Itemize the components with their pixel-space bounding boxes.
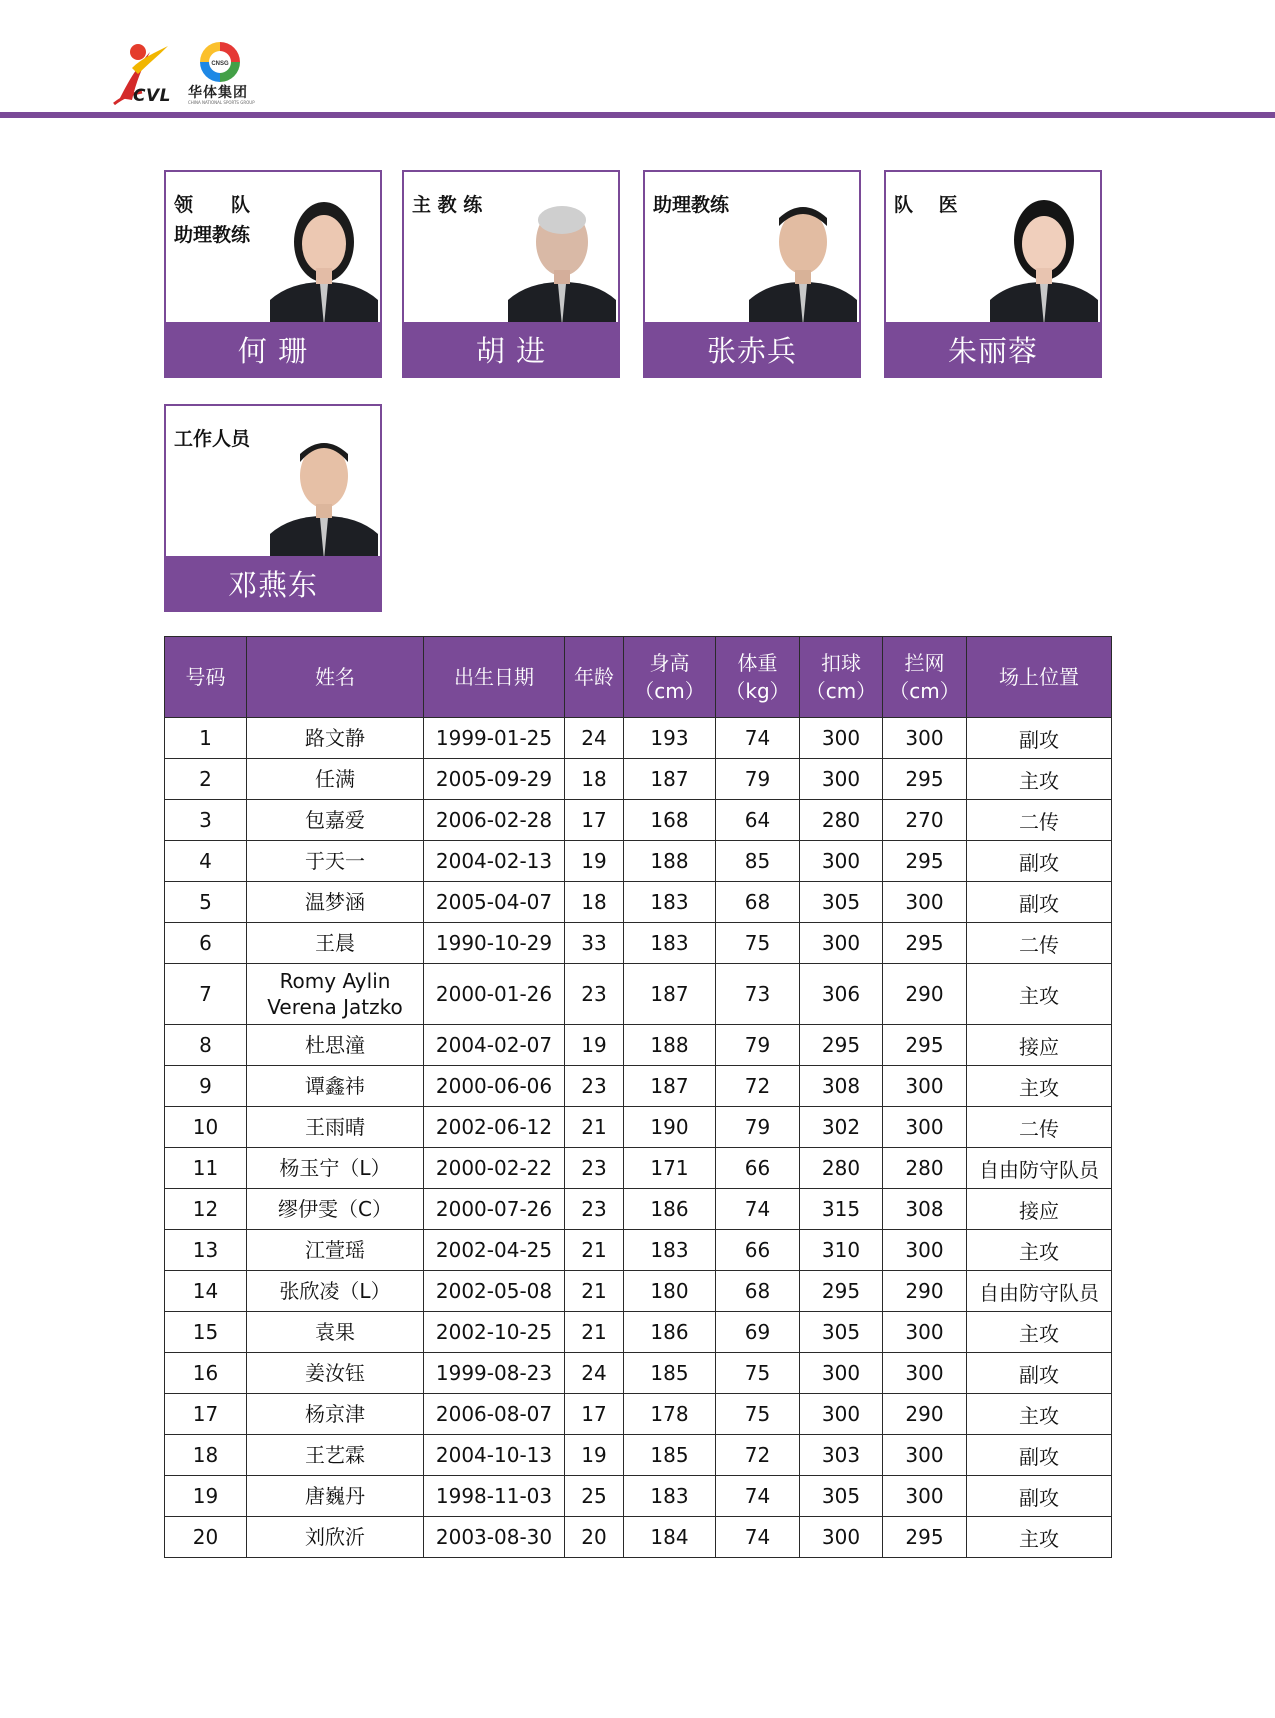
table-cell: 75 [716, 923, 800, 964]
column-header: 年龄 [565, 637, 624, 718]
column-header: 身高 （cm） [624, 637, 716, 718]
table-cell: 310 [800, 1230, 883, 1271]
table-cell: 280 [800, 800, 883, 841]
table-row [165, 1394, 1112, 1435]
table-cell: 2000-01-26 [424, 964, 565, 1025]
table-cell: 15 [165, 1312, 247, 1353]
table-cell: 171 [624, 1148, 716, 1189]
table-cell: 副攻 [967, 841, 1112, 882]
table-cell: 33 [565, 923, 624, 964]
table-cell: 300 [800, 1394, 883, 1435]
table-cell: 2004-10-13 [424, 1435, 565, 1476]
table-cell: 300 [800, 1353, 883, 1394]
table-cell: 主攻 [967, 1230, 1112, 1271]
table-cell: 302 [800, 1107, 883, 1148]
column-header: 号码 [165, 637, 247, 718]
table-cell: 副攻 [967, 882, 1112, 923]
column-header: 场上位置 [967, 637, 1112, 718]
column-header: 拦网 （cm） [883, 637, 967, 718]
table-cell: 2002-10-25 [424, 1312, 565, 1353]
table-row [165, 1312, 1112, 1353]
table-cell: 20 [165, 1517, 247, 1558]
table-cell: 85 [716, 841, 800, 882]
table-cell: 295 [883, 923, 967, 964]
table-cell: 300 [800, 759, 883, 800]
table-cell: 66 [716, 1148, 800, 1189]
table-row [165, 1476, 1112, 1517]
table-cell: 自由防守队员 [967, 1148, 1112, 1189]
table-cell: 72 [716, 1435, 800, 1476]
table-row [165, 841, 1112, 882]
table-cell: 300 [883, 1107, 967, 1148]
table-cell: 2002-04-25 [424, 1230, 565, 1271]
table-cell: 183 [624, 1230, 716, 1271]
column-header: 姓名 [247, 637, 424, 718]
table-cell: 主攻 [967, 964, 1112, 1025]
table-cell: 13 [165, 1230, 247, 1271]
table-cell: 23 [565, 964, 624, 1025]
table-cell: 19 [565, 841, 624, 882]
cnsg-logo-mark: CNSG [211, 61, 229, 67]
table-cell: 9 [165, 1066, 247, 1107]
table-cell: 2004-02-13 [424, 841, 565, 882]
table-cell: 1999-08-23 [424, 1353, 565, 1394]
table-cell: 68 [716, 1271, 800, 1312]
table-row [165, 882, 1112, 923]
table-cell: 2005-04-07 [424, 882, 565, 923]
table-cell: 4 [165, 841, 247, 882]
table-cell: 17 [165, 1394, 247, 1435]
table-cell: 185 [624, 1435, 716, 1476]
table-cell: 180 [624, 1271, 716, 1312]
staff-name: 张赤兵 [645, 322, 859, 376]
table-cell: 自由防守队员 [967, 1271, 1112, 1312]
table-cell: 接应 [967, 1189, 1112, 1230]
column-header: 扣球 （cm） [800, 637, 883, 718]
table-cell: 300 [883, 1312, 967, 1353]
table-row [165, 1353, 1112, 1394]
table-cell: 2000-02-22 [424, 1148, 565, 1189]
staff-photo [508, 182, 616, 326]
table-cell: 谭鑫祎 [247, 1066, 424, 1107]
staff-photo [270, 182, 378, 326]
table-cell: 75 [716, 1394, 800, 1435]
table-cell: 18 [165, 1435, 247, 1476]
table-cell: 2006-02-28 [424, 800, 565, 841]
table-cell: 74 [716, 718, 800, 759]
table-cell: 73 [716, 964, 800, 1025]
staff-photo [990, 182, 1098, 326]
table-cell: 187 [624, 1066, 716, 1107]
table-cell: 300 [800, 841, 883, 882]
staff-photo [749, 182, 857, 326]
table-cell: 张欣凌（L） [247, 1271, 424, 1312]
table-cell: 290 [883, 964, 967, 1025]
table-cell: 16 [165, 1353, 247, 1394]
table-cell: 主攻 [967, 1312, 1112, 1353]
table-cell: 64 [716, 800, 800, 841]
table-cell: 2 [165, 759, 247, 800]
table-row [165, 1189, 1112, 1230]
cvl-logo-text: CVL [133, 86, 171, 106]
table-cell: 300 [883, 718, 967, 759]
table-cell: 路文静 [247, 718, 424, 759]
table-cell: 21 [565, 1107, 624, 1148]
table-cell: 姜汝钰 [247, 1353, 424, 1394]
table-cell: 杜思潼 [247, 1025, 424, 1066]
table-cell: 79 [716, 1025, 800, 1066]
table-cell: 190 [624, 1107, 716, 1148]
table-cell: 3 [165, 800, 247, 841]
staff-name: 胡 进 [404, 322, 618, 376]
table-cell: 王晨 [247, 923, 424, 964]
table-cell: 300 [883, 1230, 967, 1271]
table-cell: 接应 [967, 1025, 1112, 1066]
table-cell: 19 [565, 1435, 624, 1476]
table-cell: 68 [716, 882, 800, 923]
table-cell: 188 [624, 841, 716, 882]
table-cell: 2002-06-12 [424, 1107, 565, 1148]
table-cell: 1 [165, 718, 247, 759]
table-cell: 72 [716, 1066, 800, 1107]
table-cell: 2003-08-30 [424, 1517, 565, 1558]
table-cell: 11 [165, 1148, 247, 1189]
table-cell: 17 [565, 800, 624, 841]
table-cell: 303 [800, 1435, 883, 1476]
table-cell: 183 [624, 882, 716, 923]
table-cell: 295 [883, 1025, 967, 1066]
table-cell: 186 [624, 1189, 716, 1230]
table-cell: 刘欣沂 [247, 1517, 424, 1558]
table-cell: 21 [565, 1271, 624, 1312]
column-header: 体重 （kg） [716, 637, 800, 718]
table-cell: 300 [883, 1353, 967, 1394]
table-cell: 74 [716, 1189, 800, 1230]
table-header-row [165, 637, 1112, 718]
staff-card [164, 404, 382, 612]
table-cell: 308 [883, 1189, 967, 1230]
table-cell: 21 [565, 1230, 624, 1271]
table-cell: 18 [565, 882, 624, 923]
table-cell: 杨玉宁（L） [247, 1148, 424, 1189]
table-cell: 14 [165, 1271, 247, 1312]
table-cell: 23 [565, 1066, 624, 1107]
table-cell: 1990-10-29 [424, 923, 565, 964]
table-cell: 300 [883, 1435, 967, 1476]
table-cell: 308 [800, 1066, 883, 1107]
column-header: 出生日期 [424, 637, 565, 718]
table-cell: 唐巍丹 [247, 1476, 424, 1517]
table-row [165, 1148, 1112, 1189]
table-cell: 280 [800, 1148, 883, 1189]
table-cell: 69 [716, 1312, 800, 1353]
staff-card [402, 170, 620, 378]
table-cell: 温梦涵 [247, 882, 424, 923]
table-cell: 305 [800, 882, 883, 923]
table-cell: 315 [800, 1189, 883, 1230]
table-cell: 280 [883, 1148, 967, 1189]
staff-role: 助理教练 [653, 194, 730, 216]
table-row [165, 800, 1112, 841]
table-cell: 300 [800, 718, 883, 759]
staff-role: 主 教 练 [412, 194, 483, 216]
table-cell: 178 [624, 1394, 716, 1435]
table-cell: 75 [716, 1353, 800, 1394]
table-cell: 于天一 [247, 841, 424, 882]
group-name: 华体集团 [188, 85, 248, 101]
table-cell: 1998-11-03 [424, 1476, 565, 1517]
table-cell: 295 [883, 1517, 967, 1558]
table-cell: 副攻 [967, 718, 1112, 759]
table-cell: 193 [624, 718, 716, 759]
roster-table [164, 636, 1112, 1558]
table-cell: 300 [883, 882, 967, 923]
table-cell: 王雨晴 [247, 1107, 424, 1148]
table-cell: 295 [883, 841, 967, 882]
table-cell: 300 [883, 1066, 967, 1107]
table-cell: 5 [165, 882, 247, 923]
staff-role: 工作人员 [174, 428, 251, 450]
table-cell: 2002-05-08 [424, 1271, 565, 1312]
table-cell: 186 [624, 1312, 716, 1353]
table-cell: 305 [800, 1476, 883, 1517]
table-cell: 74 [716, 1476, 800, 1517]
table-cell: 王艺霖 [247, 1435, 424, 1476]
staff-role: 队 医 [894, 194, 958, 216]
table-cell: 305 [800, 1312, 883, 1353]
table-cell: 2000-07-26 [424, 1189, 565, 1230]
table-cell: 主攻 [967, 1394, 1112, 1435]
table-cell: 主攻 [967, 759, 1112, 800]
table-cell: 66 [716, 1230, 800, 1271]
table-cell: 2005-09-29 [424, 759, 565, 800]
table-cell: 12 [165, 1189, 247, 1230]
staff-card [884, 170, 1102, 378]
table-row [165, 1517, 1112, 1558]
table-cell: 183 [624, 1476, 716, 1517]
table-cell: 295 [800, 1025, 883, 1066]
table-cell: 184 [624, 1517, 716, 1558]
table-cell: 24 [565, 718, 624, 759]
table-cell: 270 [883, 800, 967, 841]
table-cell: 二传 [967, 923, 1112, 964]
table-cell: 24 [565, 1353, 624, 1394]
table-cell: 21 [565, 1312, 624, 1353]
table-cell: 79 [716, 759, 800, 800]
table-cell: 6 [165, 923, 247, 964]
table-row [165, 1066, 1112, 1107]
table-cell: 300 [800, 923, 883, 964]
table-cell: 290 [883, 1394, 967, 1435]
table-row [165, 964, 1112, 1025]
table-cell: 183 [624, 923, 716, 964]
table-row [165, 1025, 1112, 1066]
table-cell: 295 [883, 759, 967, 800]
table-cell: 1999-01-25 [424, 718, 565, 759]
staff-card [643, 170, 861, 378]
staff-photo [270, 416, 378, 560]
table-cell: 23 [565, 1148, 624, 1189]
staff-name: 邓燕东 [166, 556, 380, 610]
table-row [165, 1435, 1112, 1476]
staff-name: 何 珊 [166, 322, 380, 376]
group-subtitle: CHINA NATIONAL SPORTS GROUP [188, 100, 255, 105]
table-cell: 18 [565, 759, 624, 800]
table-cell: 290 [883, 1271, 967, 1312]
table-cell: 295 [800, 1271, 883, 1312]
header-divider [0, 112, 1275, 118]
table-cell: 2006-08-07 [424, 1394, 565, 1435]
table-cell: 副攻 [967, 1435, 1112, 1476]
table-row [165, 1107, 1112, 1148]
table-cell: 杨京津 [247, 1394, 424, 1435]
page-header [0, 0, 1275, 120]
table-cell: 23 [565, 1189, 624, 1230]
table-cell: 187 [624, 759, 716, 800]
table-cell: 包嘉爱 [247, 800, 424, 841]
table-cell: 袁果 [247, 1312, 424, 1353]
table-cell: 187 [624, 964, 716, 1025]
table-cell: Romy Aylin Verena Jatzko [247, 964, 424, 1025]
table-cell: 8 [165, 1025, 247, 1066]
table-cell: 江萱瑶 [247, 1230, 424, 1271]
table-cell: 74 [716, 1517, 800, 1558]
table-cell: 副攻 [967, 1353, 1112, 1394]
table-cell: 185 [624, 1353, 716, 1394]
cnsg-logo [198, 40, 242, 84]
table-cell: 17 [565, 1394, 624, 1435]
table-cell: 300 [800, 1517, 883, 1558]
table-row [165, 1230, 1112, 1271]
table-cell: 300 [883, 1476, 967, 1517]
table-cell: 2004-02-07 [424, 1025, 565, 1066]
staff-role: 领 队 助理教练 [174, 194, 251, 246]
table-cell: 主攻 [967, 1066, 1112, 1107]
table-cell: 2000-06-06 [424, 1066, 565, 1107]
table-cell: 10 [165, 1107, 247, 1148]
table-cell: 306 [800, 964, 883, 1025]
table-cell: 79 [716, 1107, 800, 1148]
table-row [165, 759, 1112, 800]
table-cell: 188 [624, 1025, 716, 1066]
table-cell: 7 [165, 964, 247, 1025]
staff-name: 朱丽蓉 [886, 322, 1100, 376]
table-cell: 二传 [967, 1107, 1112, 1148]
table-row [165, 718, 1112, 759]
table-cell: 缪伊雯（C） [247, 1189, 424, 1230]
staff-card [164, 170, 382, 378]
table-cell: 19 [565, 1025, 624, 1066]
table-row [165, 923, 1112, 964]
table-row [165, 1271, 1112, 1312]
table-cell: 主攻 [967, 1517, 1112, 1558]
table-cell: 19 [165, 1476, 247, 1517]
table-cell: 二传 [967, 800, 1112, 841]
table-cell: 副攻 [967, 1476, 1112, 1517]
table-cell: 任满 [247, 759, 424, 800]
table-cell: 25 [565, 1476, 624, 1517]
table-cell: 20 [565, 1517, 624, 1558]
table-cell: 168 [624, 800, 716, 841]
